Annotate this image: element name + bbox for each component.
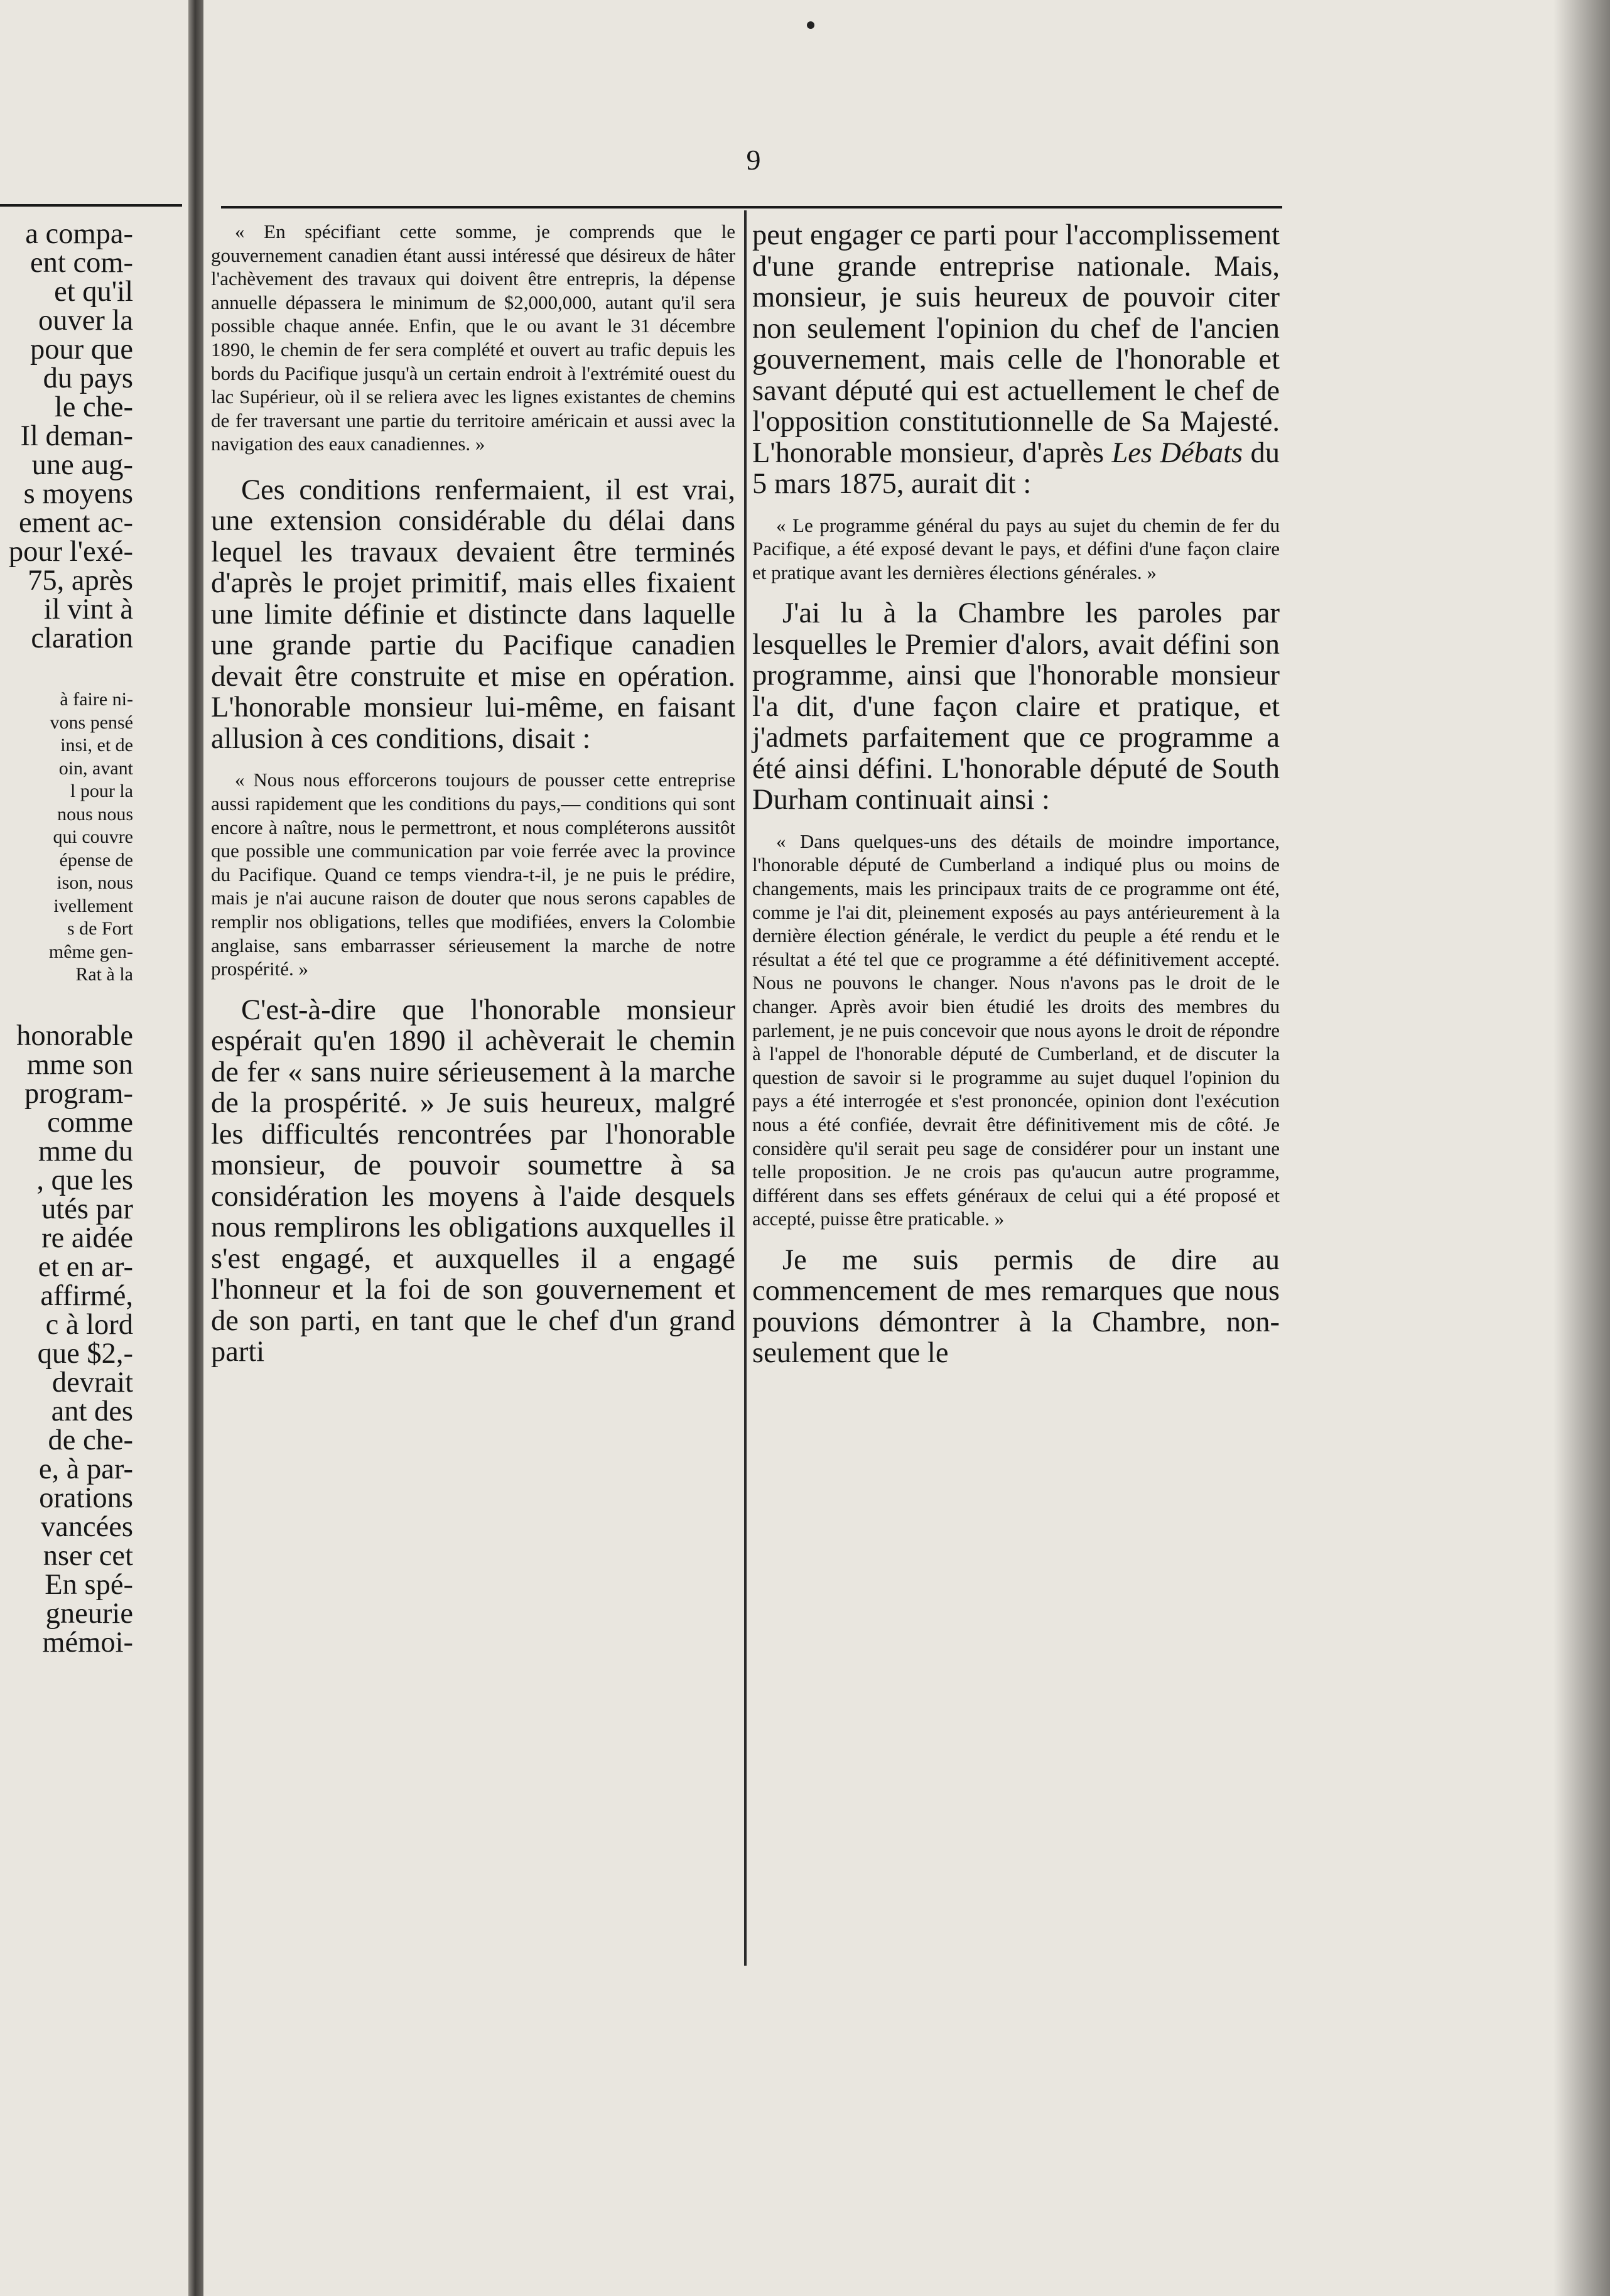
left-para-3 [0,1019,133,1657]
left-line: honorable [16,1019,133,1052]
left-line: que $2,- [37,1337,133,1370]
left-line: nser cet [43,1539,133,1572]
left-line: e, à par- [38,1453,133,1485]
left-line: mme du [38,1135,133,1167]
left-line: devrait [51,1366,133,1399]
para-engager [752,220,1280,500]
left-line: de che- [48,1424,133,1456]
left-line: 75, après [28,565,133,597]
left-line: et en ar- [38,1250,133,1283]
quote-spec-sum: « En spécifiant cette somme, je comprends que le gouvernement canadien étant aussi intéressé que désireux de hâter l'achèvement des travaux qui doivent être entrepris, la dépense annuelle dépassera le minimum de $2,000,000, autant qu'il sera possible chaque année. Enfin, que le ou avant le 31 décembre 1890, le chemin de fer sera complété et ouvert au trafic depuis les bords du Pacifique jusqu'à un certain endroit à l'extrémité ouest du lac Supérieur, où il se reliera avec les lignes existantes de chemins de fer traversant une partie du territoire américain et aussi avec la navigation des eaux canadiennes. » [211,220,735,455]
ink-speck [807,21,814,29]
left-line: pour l'exé- [8,536,133,568]
left-line: orations [39,1481,133,1514]
left-line: s de Fort [67,918,133,939]
quote-details: « Dans quelques-uns des détails de moindre importance, l'honorable député de Cumberland a indiqué plus ou moins de changements, mais les principaux traits de ce programme ont été, comme je l'ai dit, pleinement exposés au pays antérieurement à la dernière élection générale, le verdict du peuple a été rendu et le résultat a été tel que ce programme a été définitivement accepté. Nous ne pouvons le changer. Nous n'avons pas le droit de le changer. Après avoir bien étudié les droits des membres du parlement, je ne puis concevoir que nous ayons le droit de répondre à l'appel de l'honorable député de Cumberland, et de discuter la question de savoir si le programme au sujet duquel l'opinion du pays a été interrogée et s'est prononcée, opinion dont l'exécution nous a été confiée, devrait être définitivement mis de côté. Je considère qu'il serait peu sage de considérer pour un instant une telle proposition. Je ne crois pas qu'aucun autre programme, différent dans ses effets généraux de celui qui a été proposé et accepté, puisse être praticable. » [752,830,1280,1230]
left-line: qui couvre [53,826,133,847]
left-para-2 [0,688,133,987]
header-rule [221,206,1282,208]
left-line: mémoi- [42,1626,133,1657]
left-line: ant des [51,1395,133,1427]
left-line: affirmé, [40,1279,133,1312]
para-engager-start: peut engager ce parti pour l'accomplissement d'une grande entreprise nationale. Mais, monsieur, je suis heureux de pouvoir citer non seulement l'opinion du chef de l'ancien gouvernement, mais celle de l'honorable et savant député qui est actuellement le chef de l'opposition constitutionnelle de Sa Majesté. L'honorable monsieur, d'après [752,219,1280,469]
left-line: claration [31,622,133,654]
left-line: ent com- [30,247,133,279]
para-engager-end: du 5 mars 1875, aurait dit : [752,436,1280,500]
publication-title: Les Débats [1111,436,1243,469]
left-line: a compa- [25,220,133,250]
left-line: une aug- [31,449,133,481]
binding-shadow [188,0,203,2296]
left-line: l pour la [70,781,133,801]
quote-programme: « Le programme général du pays au sujet du chemin de fer du Pacifique, a été exposé devant le pays, et défini d'une façon claire et pratique avant les dernières élections générales. » [752,514,1280,583]
left-line: program- [24,1077,133,1110]
left-line: ivellement [53,895,133,916]
column-divider [744,210,747,1966]
left-line: En spé- [45,1568,133,1601]
left-line: comme [47,1106,133,1139]
left-line: ison, nous [57,872,133,893]
left-line: épense de [59,849,133,870]
left-line: pour que [30,333,133,366]
quote-efforts: « Nous nous efforcerons toujours de pousser cette entreprise aussi rapidement que les conditions du pays,— conditions qui sont encore à naître, nous le permettront, et nous compléterons aussitôt que possible une communication par voie ferrée avec la province du Pacifique. Quand ce temps viendra-t-il, je ne puis le prédire, mais je n'ai aucune raison de douter que nous serons capables de remplir nos obligations, telles que modifiées, envers la Colombie anglaise, sans embarrasser sérieusement la marche de notre prospérité. » [211,769,735,980]
right-column [752,220,1280,1369]
page-edge-shadow [1553,0,1610,2296]
page-number: 9 [746,144,761,176]
left-line: re aidée [41,1221,133,1254]
left-line: le che- [54,391,133,423]
left-line: s moyens [23,478,133,510]
para-cest-a-dire: C'est-à-dire que l'honorable monsieur espérait qu'en 1890 il achèverait le chemin de fer « sans nuire sérieusement à la marche de la prospérité. » Je suis heureux, malgré les difficultés rencontrées par l'honorable monsieur, de pouvoir soumettre à sa considération les moyens à l'aide desquels nous remplirons les obligations auxquelles il s'est engagé, et auxquelles il a engagé l'honneur et la foi de son gouvernement et de son parti, en tant que le chef d'un grand parti [211,994,735,1368]
left-header-rule [0,204,182,207]
middle-column [211,220,735,1368]
left-line: mme son [26,1048,133,1081]
left-line: c à lord [45,1308,133,1341]
left-line: ouver la [38,305,133,337]
left-line: insi, et de [60,735,133,755]
para-je-me-suis: Je me suis permis de dire au commencement de mes remarques que nous pouvions démontrer à la Chambre, non-seulement que le [752,1243,1280,1370]
left-line: à faire ni- [60,689,133,710]
para-conditions: Ces conditions renfermaient, il est vrai, une extension considérable du délai dans lequel les travaux devaient être terminés d'après le projet primitif, mais elles fixaient une limite définie et distincte dans laquelle une grande partie du Pacifique canadien devait être construite et mise en opération. L'honorable monsieur lui-même, en faisant allusion à ces conditions, disait : [211,474,735,755]
left-line: et qu'il [54,276,133,308]
left-line: vancées [40,1510,133,1543]
left-line: même gen- [48,941,133,962]
left-line: il vint à [43,593,133,625]
left-line: Il deman- [20,420,133,452]
left-line: utés par [41,1193,133,1225]
left-line: , que les [36,1164,133,1196]
left-column-fragment [0,220,133,1657]
left-line: Rat à la [75,964,133,985]
left-line: vons pensé [50,712,133,733]
left-para-1 [0,220,133,653]
left-line: ement ac- [18,507,133,539]
left-line: du pays [43,362,133,394]
left-line: oin, avant [58,757,133,779]
left-line: nous nous [57,803,133,825]
left-line: gneurie [45,1597,133,1630]
para-jai-lu: J'ai lu à la Chambre les paroles par lesquelles le Premier d'alors, avait défini son programme, ainsi que l'honorable monsieur l'a dit, d'une façon claire et pratique, et j'admets parfaitement que ce programme a été ainsi défini. L'honorable député de South Durham continuait ainsi : [752,597,1280,816]
